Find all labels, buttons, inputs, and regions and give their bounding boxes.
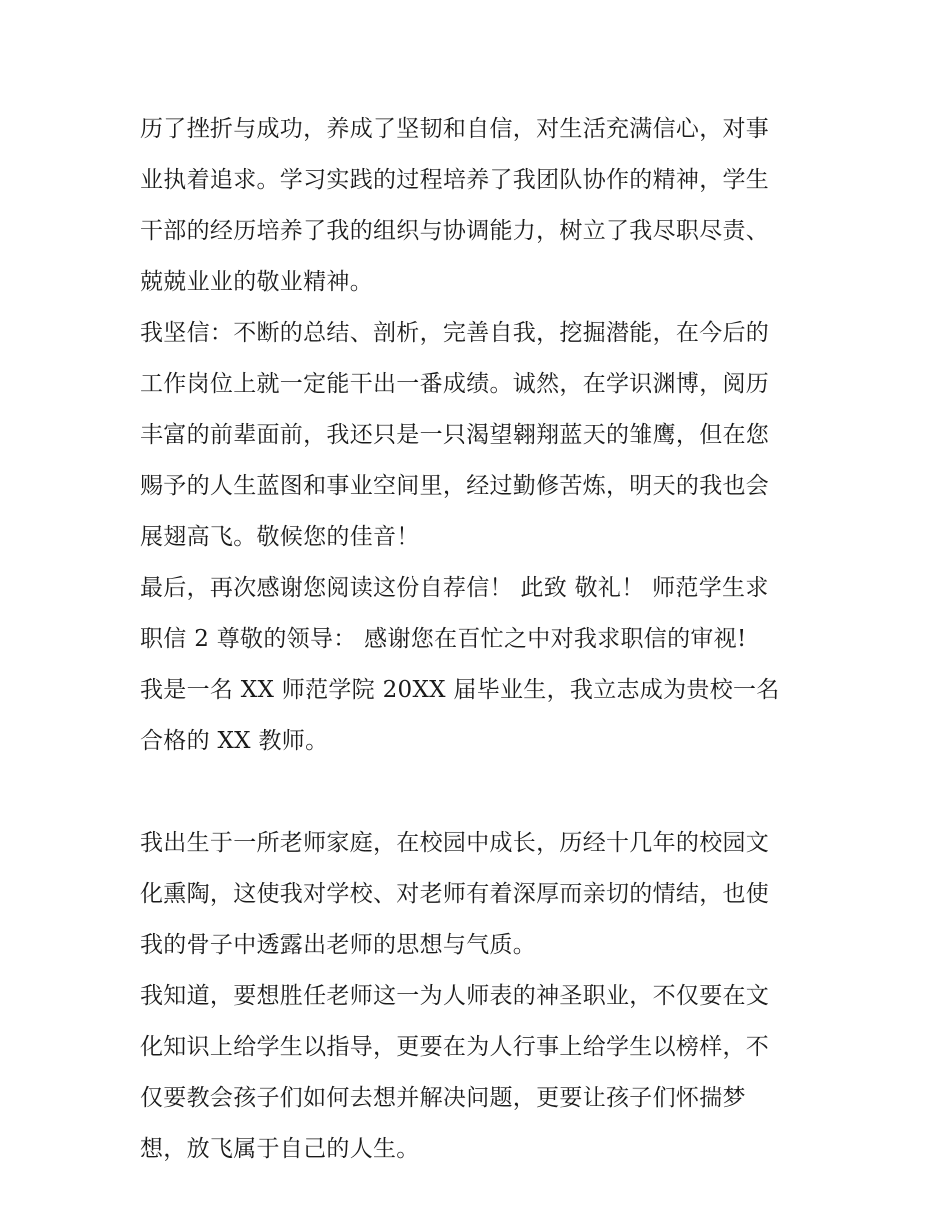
paragraph-line: 赐予的人生蓝图和事业空间里，经过勤修苦炼，明天的我也会: [140, 473, 770, 499]
paragraph-3: [140, 563, 820, 665]
paragraph-line: 兢兢业业的敬业精神。: [140, 269, 373, 295]
paragraph-line: 历了挫折与成功，养成了坚韧和自信，对生活充满信心，对事: [140, 116, 770, 142]
paragraph-4: [140, 665, 820, 767]
paragraph-2: [140, 308, 820, 563]
paragraph-line: 最后，再次感谢您阅读这份自荐信！ 此致 敬礼！ 师范学生求: [140, 575, 769, 601]
paragraph-6: [140, 971, 820, 1175]
paragraph-line: 业执着追求。学习实践的过程培养了我团队协作的精神，学生: [140, 167, 770, 193]
paragraph-line: 我是一名 XX 师范学院 20XX 届毕业生，我立志成为贵校一名: [140, 677, 780, 703]
paragraph-line: 干部的经历培养了我的组织与协调能力，树立了我尽职尽责、: [140, 218, 770, 244]
paragraph-line: 仅要教会孩子们如何去想并解决问题，更要让孩子们怀揣梦: [140, 1085, 746, 1111]
paragraph-line: 想，放飞属于自己的人生。: [140, 1136, 420, 1162]
paragraph-line: 工作岗位上就一定能干出一番成绩。诚然，在学识渊博，阅历: [140, 371, 770, 397]
paragraph-line: 我知道，要想胜任老师这一为人师表的神圣职业，不仅要在文: [140, 983, 770, 1009]
paragraph-5: [140, 818, 820, 971]
paragraph-line: 我出生于一所老师家庭，在校园中成长，历经十几年的校园文: [140, 830, 770, 856]
paragraph-line: 合格的 XX 教师。: [140, 728, 329, 754]
paragraph-line: 化知识上给学生以指导，更要在为人行事上给学生以榜样，不: [140, 1034, 770, 1060]
paragraph-line: 展翅高飞。敬候您的佳音！: [140, 524, 420, 550]
paragraph-line: 丰富的前辈面前，我还只是一只渴望翱翔蓝天的雏鹰，但在您: [140, 422, 770, 448]
paragraph-1: [140, 104, 820, 308]
paragraph-line: 职信 2 尊敬的领导： 感谢您在百忙之中对我求职信的审视!: [140, 626, 747, 652]
paragraph-line: 我坚信：不断的总结、剖析，完善自我，挖掘潜能，在今后的: [140, 320, 770, 346]
paragraph-line: 化熏陶，这使我对学校、对老师有着深厚而亲切的情结，也使: [140, 881, 770, 907]
paragraph-line: 我的骨子中透露出老师的思想与气质。: [140, 932, 537, 958]
